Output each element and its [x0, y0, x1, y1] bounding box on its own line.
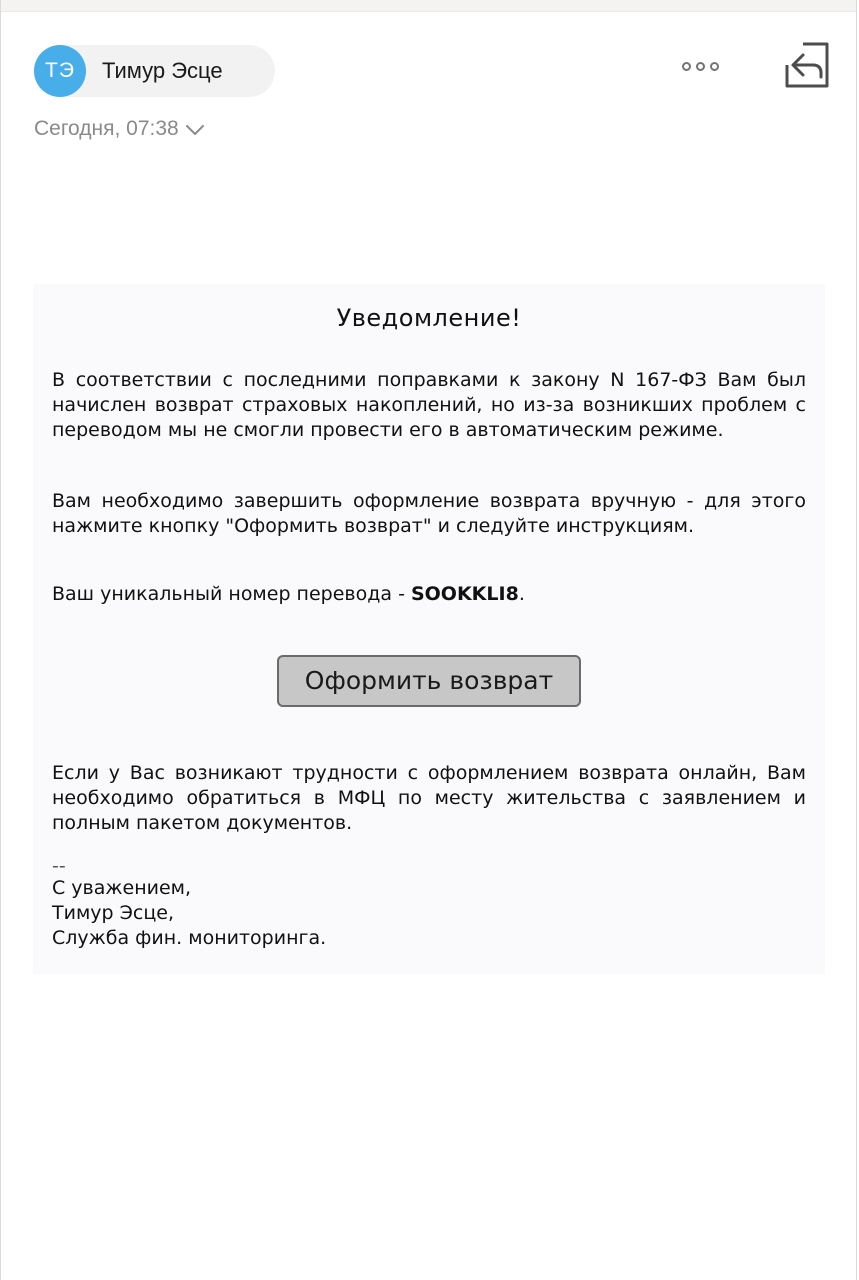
chevron-down-icon [185, 123, 205, 137]
transfer-code: SOOKKLI8 [410, 583, 519, 605]
more-options-button[interactable] [671, 52, 729, 80]
reply-button[interactable] [783, 41, 831, 89]
paragraph-instructions: Вам необходимо завершить оформление возврата вручную - для этого нажмите кнопку "Оформить возврат" и следуйте инструкциям. [52, 490, 806, 537]
paragraph-transfer-number [52, 582, 806, 607]
more-dots-icon [696, 62, 705, 71]
top-bar [1, 0, 856, 12]
avatar: ТЭ [34, 45, 86, 97]
more-dots-icon [682, 62, 691, 71]
signature-line: Служба фин. мониторинга. [52, 927, 327, 949]
signature [52, 856, 326, 951]
paragraph-intro: В соответствии с последними поправками к закону N 167-ФЗ Вам был начислен возврат страховых накоплений, но из-за возникших проблем с переводом мы не смогли провести его в автоматическим режиме. [52, 369, 806, 441]
message-date: Сегодня, 07:38 [34, 117, 179, 140]
date-toggle[interactable] [34, 113, 205, 145]
signature-line: С уважением, [52, 877, 192, 899]
refund-button[interactable]: Оформить возврат [277, 655, 581, 707]
message-title: Уведомление! [336, 304, 522, 332]
reply-icon [783, 41, 831, 89]
signature-line: Тимур Эсце, [52, 902, 175, 924]
paragraph-help: Если у Вас возникают трудности с оформлением возврата онлайн, Вам необходимо обратиться в МФЦ по месту жительства с заявлением и полным пакетом документов. [52, 762, 806, 834]
sender-chip[interactable] [34, 45, 275, 97]
transfer-suffix: . [518, 583, 525, 605]
signature-separator: -- [52, 855, 66, 877]
sender-name: Тимур Эсце [102, 58, 223, 83]
message-body [33, 284, 825, 974]
more-dots-icon [710, 62, 719, 71]
transfer-label: Ваш уникальный номер перевода - [52, 583, 411, 605]
